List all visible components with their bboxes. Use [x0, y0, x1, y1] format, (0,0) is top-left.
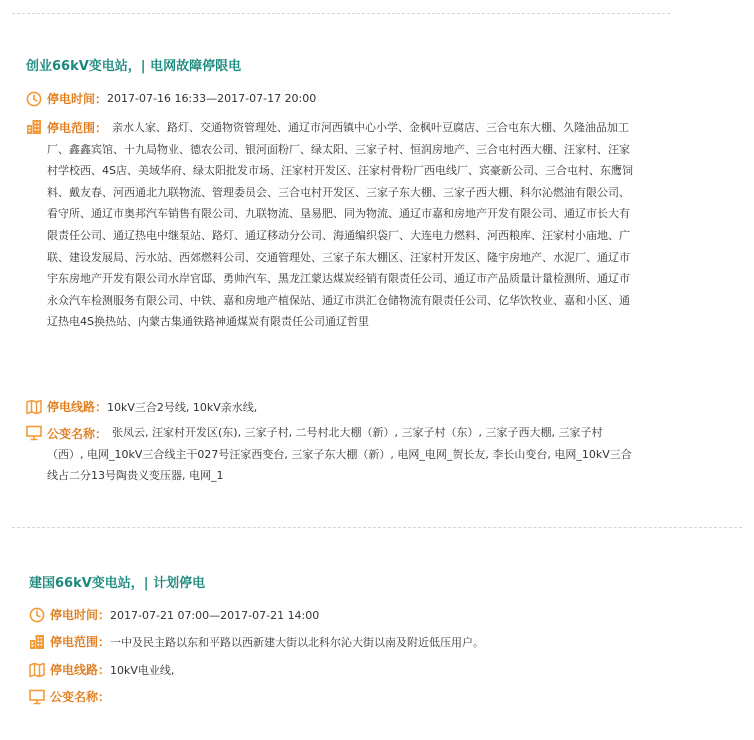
top-divider	[12, 13, 670, 14]
outage-time-label: 停电时间：	[47, 92, 108, 106]
map-icon	[26, 399, 42, 415]
outage-range-label: 停电范围：	[50, 635, 111, 649]
outage-range-row	[29, 634, 484, 651]
record-title[interactable]: 创业66kV变电站，| 电网故障停限电	[26, 59, 242, 74]
outage-line-row	[26, 399, 257, 416]
outage-range-value: 一中及民主路以东和平路以西新建大街以北科尔沁大街以南及附近低压用户。	[110, 636, 485, 649]
outage-time-value: 2017-07-21 07:00—2017-07-21 14:00	[110, 609, 320, 622]
outage-line-value: 10kV三合2号线, 10kV亲水线,	[107, 401, 258, 414]
building-icon	[29, 634, 45, 650]
monitor-icon	[29, 689, 45, 705]
transformer-label: 公变名称：	[50, 690, 111, 704]
transformer-row	[29, 689, 110, 706]
outage-range-label: 停电范围：	[47, 121, 108, 135]
clock-icon	[26, 91, 42, 107]
transformer-label: 公变名称：	[47, 427, 108, 441]
record-divider	[12, 527, 742, 528]
outage-range-value: 亲水人家、路灯、交通物资管理处、通辽市河西镇中心小学、金枫叶豆腐店、三合屯东大棚、久隆油品加工厂、鑫鑫宾馆、十九局物业、德农公司、银河面粉厂、绿太阳、三家子村、恒润房地产、三合屯村西大棚、汪家村、汪家村学校西、4S店、美域华府、绿太阳批发市场、汪家村开发区、汪家村骨粉厂西电线厂、宾豪新公司、三合屯村、东鹰饲料、戴友春、河西通北九联物流、管理委员会、三合屯村开发区、三家子东大棚、三家子西大棚、科尔沁燃油有限公司、看守所、通辽市奥邦汽车销售有限公司、九联物流、垦易肥、同为物流、通辽市嘉和房地产开发有限公司、通辽市长大有限责任公司、通辽热电中继泵站、路灯、通辽移动分公司、海通编织袋厂、大连电力燃料、河西粮库、汪家村小庙地、广联、建设发展局、污水站、西郊燃料公司、交通管理处、三家子东大棚区、汪家村开发区、隆宇房地产、水泥厂、通辽市宇东房地产开发有限公司水岸官邸、勇帅汽车、黑龙江蒙达煤炭经销有限责任公司、通辽市产品质量计量检测所、通辽市永众汽车检测服务有限公司、中铁、嘉和房地产植保站、通辽市洪汇仓储物流有限责任公司、亿华饮牧业、嘉和小区、通辽热电4S换热站、内蒙古集通铁路神通煤炭有限责任公司通辽哲里	[47, 121, 633, 329]
map-icon	[29, 662, 45, 678]
clock-icon	[29, 607, 45, 623]
outage-time-row	[26, 91, 316, 107]
outage-line-value: 10kV电业线,	[110, 664, 175, 677]
outage-time-value: 2017-07-16 16:33—2017-07-17 20:00	[107, 92, 317, 105]
outage-line-row	[29, 662, 174, 679]
transformer-value: 张凤云, 汪家村开发区(东), 三家子村, 二号村北大棚（新）, 三家子村（东）, 三家子西大棚, 三家子村（西）, 电网_10kV三合线主干027号汪家西变台, 三家子东大棚（新）, 电网_电网_贺长友, 李长山变台, 电网_10kV三合线占二分13号陶贵义变压器, 电网_1	[47, 426, 632, 483]
outage-line-label: 停电线路：	[50, 663, 111, 677]
outage-time-row	[29, 607, 319, 624]
monitor-icon	[26, 425, 42, 441]
building-icon	[26, 119, 42, 135]
outage-time-label: 停电时间：	[50, 608, 111, 622]
record-title[interactable]: 建国66kV变电站，| 计划停电	[29, 576, 206, 591]
outage-line-label: 停电线路：	[47, 400, 108, 414]
